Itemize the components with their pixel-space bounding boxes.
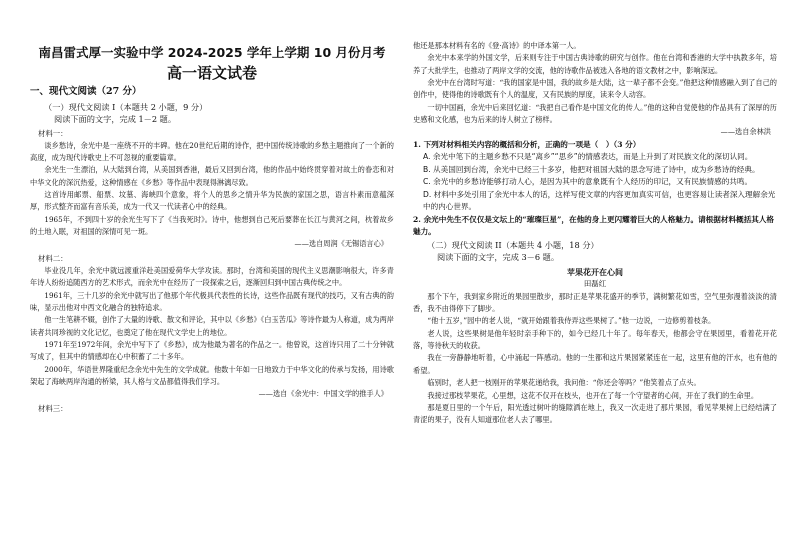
- option-d: D. 材料中多处引用了余光中本人的话，这样写使文章的内容更加真实可信，也更容易让读者深入理解余光中的内心世界。: [423, 189, 776, 212]
- question-1: 1. 下列对材料相关内容的概括和分析，正确的一项是（ ）（3 分）: [413, 139, 641, 149]
- paragraph: 他还是那本材料有名的《登·高诗》的中译本第一人。: [413, 41, 581, 50]
- paragraph: 2000年，华语世界隆重纪念余光中先生的文学成就。他数十年如一日地致力于中华文化的传承与发扬，用诗歌架起了海峡两岸沟通的桥梁，其人格与文品都值得我们学习。: [30, 364, 394, 387]
- article-author: 田磊红: [583, 279, 607, 289]
- paragraph: 毕业没几年，余光中就远渡重洋赴美国爱荷华大学攻读。那时，台湾和美国的现代主义思潮影响很大，许多青年诗人纷纷追随西方的艺术形式，而余光中在经历了一段探索之后，逐渐回归到中国古典传统之中。: [30, 266, 394, 288]
- right-column: [413, 40, 777, 427]
- paragraph: 1961年，三十几岁的余光中就写出了他那个年代极具代表性的长诗，这些作品既有现代的技巧，又有古典的韵味，显示出他对中西文化融合的独特追求。: [30, 290, 394, 313]
- source-citation: ——选自《余光中：中国文学的推手人》: [258, 389, 388, 399]
- paragraph: 1971年至1972年间，余光中写下了《乡愁》，成为他最为著名的作品之一。他曾说，这首诗只用了二十分钟就写成了，但其中的情感却在心中积蓄了二十多年。: [30, 340, 394, 362]
- paragraph: 余光生一生漂泊，从大陆到台湾，从美国到香港，最后又回到台湾，他的作品中始终贯穿着对故土的眷恋和对中华文化的深沉热爱，这种情感在《乡愁》等作品中表现得淋漓尽致。: [30, 165, 394, 187]
- paragraph: 一切中国画，余光中后来回忆道：“我把自己看作是中国文化的传人。”他的这种自觉使他的作品具有了深厚的历史感和文化感，也为后来的诗人树立了榜样。: [413, 102, 777, 125]
- subsection-heading: （一）现代文阅读 I（本题共 2 小题，9 分）: [44, 101, 208, 112]
- paragraph: 我在一旁静静地听着，心中涌起一阵感动。他的一生都和这片果园紧紧连在一起，这里有他的汗水，也有他的希望。: [413, 353, 777, 375]
- paragraph: 这首诗用邮票、船票、坟墓、海峡四个意象，将个人的思乡之情升华为民族的家国之思，语言朴素而意蕴深厚，形式整齐而富有音乐美，成为一代又一代读者心中的经典。: [30, 190, 394, 212]
- subsection-heading: （二）现代文阅读 II（本题共 4 小题，18 分）: [427, 239, 599, 250]
- paragraph: 老人说，这些果树是他年轻时亲手种下的，如今已经几十年了。每年春天，他都会守在果园里，看着花开花落，等待秋天的收获。: [413, 328, 777, 351]
- paragraph: 临别时，老人把一枝刚开的苹果花递给我，我问他：“你还会等吗？”他笑着点了点头。: [427, 378, 701, 388]
- school-title: 南昌雷式厚一实验中学 2024-2025 学年上学期 10 月份月考: [38, 45, 386, 60]
- paragraph: 谈乡愁诗，余光中是一座绕不开的丰碑。他在20世纪后期的诗作，把中国传统诗歌的乡愁主题推向了一个新的高度，成为现代诗歌史上不可忽视的重要篇章。: [30, 140, 394, 163]
- paragraph: 我接过那枝苹果花，心里想，这花不仅开在枝头，也开在了每一个守望者的心间，开在了我们的生命里。: [427, 390, 759, 400]
- source-citation: ——选自余林洪: [720, 127, 771, 137]
- option-c: C. 余光中的乡愁诗能够打动人心，是因为其中的意象既有个人经历的印记，又有民族情感的共鸣。: [423, 177, 753, 187]
- paragraph: 余光中本来学的外国文学，后来则专注于中国古典诗歌的研究与创作。他在台湾和香港的大学中执教多年，培养了大批学生，也推动了两岸文学的交流，他的诗歌作品被选入各地的语文教材之中，影响深远。: [413, 53, 777, 75]
- material-label: 材料一：: [38, 128, 68, 138]
- instruction: 阅读下面的文字，完成 3－6 题。: [437, 252, 560, 263]
- material-label: 材料二：: [38, 253, 68, 263]
- article-title: 苹果花开在心间: [567, 266, 623, 277]
- source-citation: ——选自周润《无锡语言心》: [294, 239, 388, 249]
- paragraph: 余光中在台湾时写道：“我的国家是中国，我的故乡是大陆，这一辈子都不会变。”他把这种情感融入到了自己的创作中，使得他的诗歌既有个人的温度，又有民族的厚度，读来令人动容。: [413, 78, 777, 100]
- material-label: 材料三：: [38, 403, 68, 413]
- paragraph: 那是夏日里的一个午后，阳光透过树叶的缝隙洒在地上，我又一次走进了那片果园，看见苹果树上已经结满了青涩的果子，没有人知道那位老人去了哪里。: [413, 402, 777, 425]
- instruction: 阅读下面的文字，完成 1－2 题。: [54, 114, 177, 124]
- left-column: [30, 40, 394, 415]
- paragraph: 他一生笔耕不辍，创作了大量的诗歌、散文和评论，其中以《乡愁》《白玉苦瓜》等诗作最为人称道，成为两岸读者共同珍视的文化记忆，也奠定了他在现代文学史上的地位。: [30, 315, 394, 337]
- paragraph: 那个下午，我到家乡附近的果园里散步，那时正是苹果花盛开的季节，满树繁花如雪，空气里弥漫着淡淡的清香，我不由得停下了脚步。: [413, 291, 777, 314]
- exam-title: 高一语文试卷: [166, 64, 257, 82]
- question-2: 2. 余光中先生不仅仅是文坛上的“璀璨巨星”，在他的身上更闪耀着巨大的人格魅力。请根据材料概括其人格魅力。: [413, 214, 775, 237]
- option-b: B. 从美国回到台湾，余光中已经三十多岁，他把对祖国大陆的思念写进了诗中，成为乡愁诗的经典。: [423, 164, 760, 174]
- paragraph: “他十五岁，”园中的老人说，“就开始跟着我侍弄这些果树了。”他一边说，一边修剪着枝条。: [427, 316, 716, 326]
- section-heading: 一、现代文阅读（27 分）: [30, 86, 142, 97]
- option-a: A. 余光中笔下的主题乡愁不只是“离乡”“思乡”的情感表达，而是上升到了对民族文化的深切认同。: [423, 152, 753, 162]
- paragraph: 1965年，不到四十岁的余光生写下了《当我死时》。诗中，他想到自己死后要葬在长江与黄河之间，枕着故乡的土地入眠，对祖国的深情可见一斑。: [30, 214, 394, 237]
